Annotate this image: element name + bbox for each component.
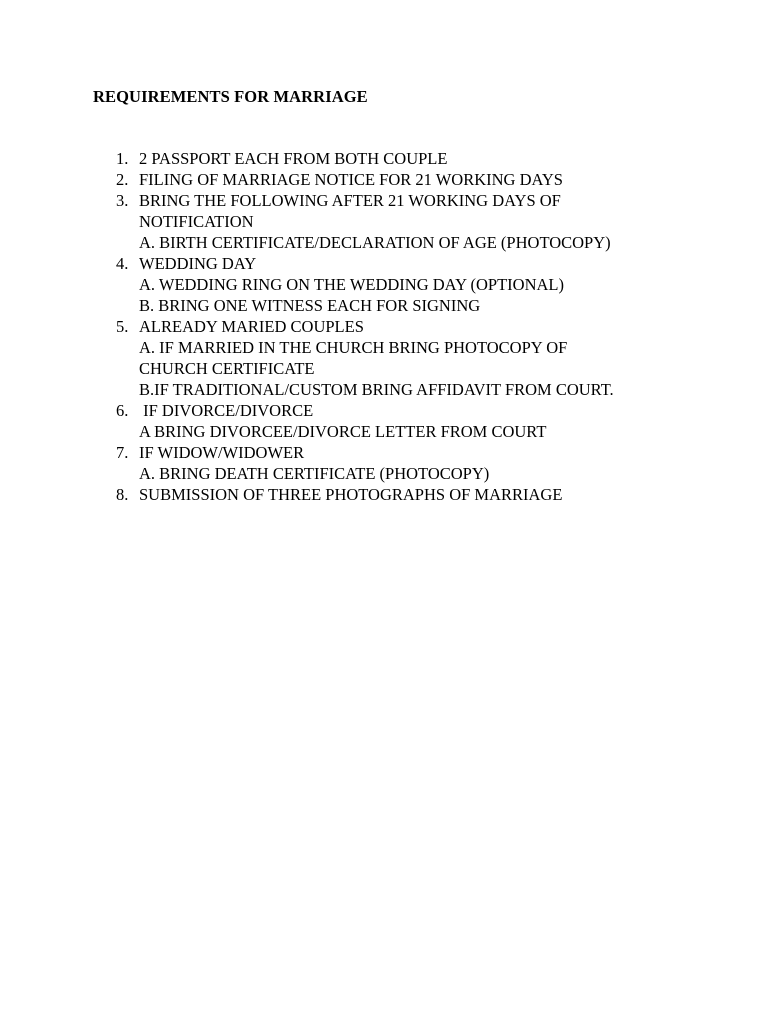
requirement-continuation: CHURCH CERTIFICATE [139, 359, 315, 378]
requirement-text: IF DIVORCE/DIVORCE [139, 401, 314, 420]
requirements-list [0, 148, 614, 505]
requirement-item-1 [0, 148, 614, 169]
requirement-number: 6. [116, 401, 129, 420]
requirement-subitem: A. BRING DEATH CERTIFICATE (PHOTOCOPY) [139, 464, 490, 483]
requirement-item-4 [0, 253, 614, 316]
requirement-item-2 [0, 169, 614, 190]
requirement-subitem: A. BIRTH CERTIFICATE/DECLARATION OF AGE (PHOTOCOPY) [139, 233, 611, 252]
requirement-item-3 [0, 190, 614, 253]
requirement-continuation: NOTIFICATION [139, 212, 254, 231]
requirement-text: BRING THE FOLLOWING AFTER 21 WORKING DAYS OF [139, 191, 561, 210]
requirement-number: 2. [116, 170, 129, 189]
requirement-item-6 [0, 400, 614, 442]
requirement-subitem: A BRING DIVORCEE/DIVORCE LETTER FROM COURT [139, 422, 547, 441]
requirement-number: 4. [116, 254, 129, 273]
requirement-subitem: A. IF MARRIED IN THE CHURCH BRING PHOTOCOPY OF [139, 338, 568, 357]
requirement-number: 5. [116, 317, 129, 336]
requirement-text: ALREADY MARIED COUPLES [139, 317, 364, 336]
requirement-subitem: B. BRING ONE WITNESS EACH FOR SIGNING [139, 296, 481, 315]
requirement-number: 1. [116, 149, 129, 168]
requirement-text: WEDDING DAY [139, 254, 257, 273]
requirement-subitem: B.IF TRADITIONAL/CUSTOM BRING AFFIDAVIT FROM COURT. [139, 380, 614, 399]
requirement-text: IF WIDOW/WIDOWER [139, 443, 305, 462]
requirement-number: 3. [116, 191, 129, 210]
requirement-item-5 [0, 316, 614, 400]
requirement-text: 2 PASSPORT EACH FROM BOTH COUPLE [139, 149, 448, 168]
document-title: REQUIREMENTS FOR MARRIAGE [93, 87, 368, 106]
requirement-number: 7. [116, 443, 129, 462]
requirement-text: SUBMISSION OF THREE PHOTOGRAPHS OF MARRIAGE [139, 485, 563, 504]
requirement-text: FILING OF MARRIAGE NOTICE FOR 21 WORKING DAYS [139, 170, 563, 189]
requirement-number: 8. [116, 485, 129, 504]
requirement-item-7 [0, 442, 614, 484]
requirement-item-8 [0, 484, 614, 505]
requirement-subitem: A. WEDDING RING ON THE WEDDING DAY (OPTIONAL) [139, 275, 564, 294]
